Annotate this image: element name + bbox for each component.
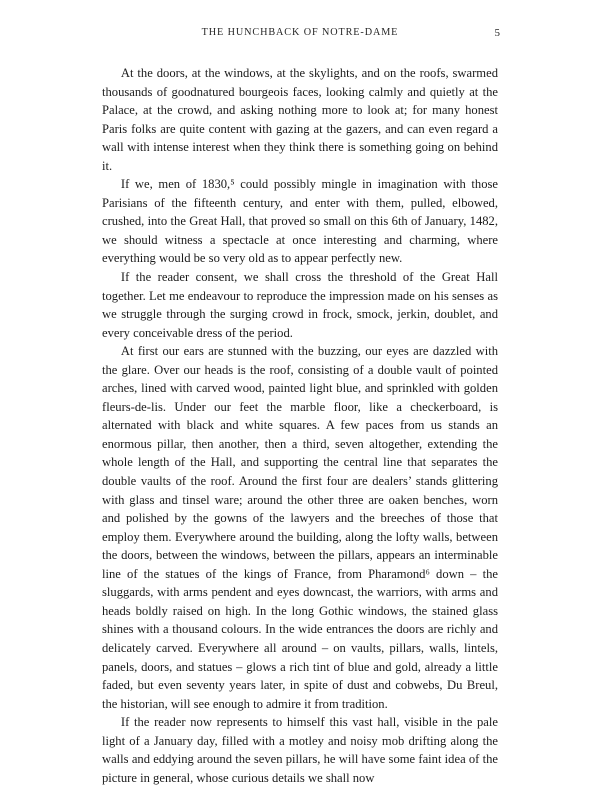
paragraph: If we, men of 1830,⁵ could possibly mingle in imagination with those Parisians of the fifteenth century, and enter with them, pulled, elbowed, crushed, into the Great Hall, that proved so small on this 6th of January, 1482, we should witness a spectacle at once interesting and charming, where everything would be so very old as to appear perfectly new. [102, 177, 498, 266]
running-head [102, 26, 498, 56]
running-title: THE HUNCHBACK OF NOTRE-DAME [201, 27, 399, 38]
paragraph: If the reader now represents to himself this vast hall, visible in the pale light of a January day, filled with a motley and noisy mob drifting along the walls and eddying around the seven pillars, he will have some faint idea of the picture in general, whose curious details we shall now [102, 715, 498, 785]
paragraph: At first our ears are stunned with the buzzing, our eyes are dazzled with the glare. Over our heads is the roof, consisting of a double vault of pointed arches, lined with carved wood, painted light blue, and sprinkled with golden fleurs-de-lis. Under our feet the marble floor, like a checkerboard, is alternated with black and white squares. A few paces from us stands an enormous pillar, then another, then a third, seven altogether, extending the whole length of the Hall, and supporting the central line that separates the double vaults of the roof. Around the first four are dealers’ stands glittering with glass and tinsel ware; around the other three are oaken benches, worn and polished by the gowns of the lawyers and the breeches of those that employ them. Everywhere around the building, along the lofty walls, between the doors, between the windows, between the pillars, appears an interminable line of the statues of the kings of France, from Pharamond⁶ down – the sluggards, with arms pendent and eyes downcast, the warriors, with arms and heads boldly raised on high. In the long Gothic windows, the stained glass shines with a thousand colours. In the wide entrances the doors are richly and delicately carved. Everywhere all around – on vaults, pillars, walls, lintels, panels, doors, and statues – glows a rich tint of blue and gold, already a little faded, but even seventy years later, in spite of dust and cobwebs, Du Breul, the historian, will see enough to admire it from tradition. [102, 344, 498, 711]
paragraph: At the doors, at the windows, at the skylights, and on the roofs, swarmed thousands of goodnatured bourgeois faces, looking calmly and quietly at the Palace, at the crowd, and asking nothing more to look at; for many honest Paris folks are quite content with gazing at the gazers, and can even regard a wall with intense interest when they think there is something going on behind it. [102, 66, 498, 173]
paragraph: If the reader consent, we shall cross the threshold of the Great Hall together. Let me endeavour to reproduce the impression made on his senses as we struggle through the surging crowd in frock, smock, jerkin, doublet, and every conceivable dress of the period. [102, 270, 498, 340]
page-number: 5 [494, 27, 500, 39]
body-text [102, 64, 498, 787]
